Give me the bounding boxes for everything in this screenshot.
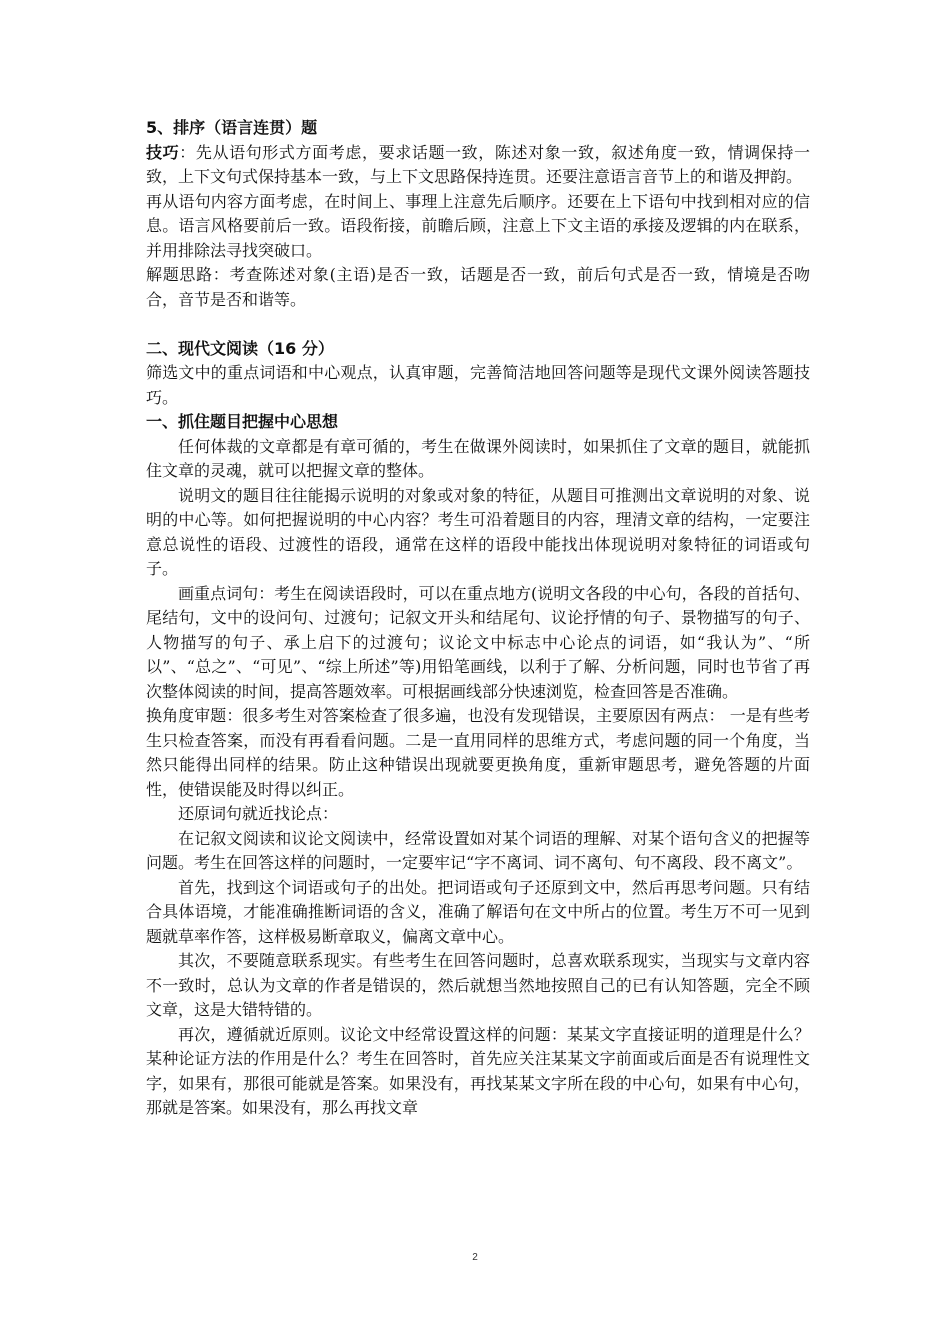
body-paragraph: 再次，遵循就近原则。议论文中经常设置这样的问题：某某文字直接证明的道理是什么？某种论证方法的作用是什么？考生在回答时，首先应关注某某文字前面或后面是否有说理性文字，如果有，那很可能就是答案。如果没有，再找某某文字所在段的中心句，如果有中心句，那就是答案。如果没有，那么再找文章 (146, 1024, 810, 1117)
tip-paragraph (146, 141, 810, 190)
body-paragraph: 其次，不要随意联系现实。有些考生在回答问题时，总喜欢联系现实，当现实与文章内容不一致时，总认为文章的作者是错误的，然后就想当然地按照自己的已有认知答题，完全不顾文章，这是大错特错的。 (146, 951, 810, 1019)
body-paragraph: 还原词句就近找论点： (178, 804, 339, 823)
tip-text: ：先从语句形式方面考虑，要求话题一致，陈述对象一致，叙述角度一致，情调保持一致，上下文句式保持基本一致，与上下文思路保持连贯。还要注意语言音节上的和谐及押韵。 (146, 142, 810, 186)
angle-paragraph: 换角度审题：很多考生对答案检查了很多遍，也没有发现错误，主要原因有两点： 一是有些考生只检查答案，而没有再看看问题。二是一直用同样的思维方式，考虑问题的同一个角度，当然只能得出同样的结果。防止这种错误出现就要更换角度，重新审题思考，避免答题的片面性，使错误能及时得以纠正。 (146, 706, 810, 799)
section-5-title: 5、排序（语言连贯）题 (146, 118, 318, 137)
subsection-1-title: 一、抓住题目把握中心思想 (146, 412, 339, 431)
body-paragraph: 任何体裁的文章都是有章可循的，考生在做课外阅读时，如果抓住了文章的题目，就能抓住文章的灵魂，就可以把握文章的整体。 (146, 436, 810, 480)
content-paragraph: 再从语句内容方面考虑，在时间上、事理上注意先后顺序。还要在上下语句中找到相对应的信息。语言风格要前后一致。语段衔接，前瞻后顾，注意上下文主语的承接及逻辑的内在联系，并用排除法寻找突破口。 (146, 191, 810, 260)
body-paragraph: 说明文的题目往往能揭示说明的对象或对象的特征，从题目可推测出文章说明的对象、说明的中心等。如何把握说明的中心内容？考生可沿着题目的内容，理清文章的结构，一定要注意总说性的语段、过渡性的语段，通常在这样的语段中能找出体现说明对象特征的词语或句子。 (146, 485, 810, 578)
document-body (146, 116, 810, 1121)
spacer (146, 312, 810, 337)
body-paragraph: 画重点词句：考生在阅读语段时，可以在重点地方(说明文各段的中心句，各段的首括句、尾结句，文中的设问句、过渡句；记叙文开头和结尾句、议论抒情的句子、景物描写的句子、人物描写的句子、承上启下的过渡句；议论文中标志中心论点的词语，如“我认为”、“所以”、“总之”、“可见”、“综上所述”等)用铅笔画线，以利于了解、分析问题，同时也节省了再次整体阅读的时间，提高答题效率。可根据画线部分快速浏览，检查回答是否准确。 (146, 583, 810, 701)
page-number: 2 (472, 1252, 478, 1263)
body-paragraph: 首先，找到这个词语或句子的出处。把词语或句子还原到文中，然后再思考问题。只有结合具体语境，才能准确推断词语的含义，准确了解语句在文中所占的位置。考生万不可一见到题就草率作答，这样极易断章取义，偏离文章中心。 (146, 877, 810, 946)
tip-label: 技巧 (146, 142, 180, 162)
section-2-intro: 筛选文中的重点词语和中心观点，认真审题，完善简洁地回答问题等是现代文课外阅读答题技巧。 (146, 363, 810, 407)
body-paragraph: 在记叙文阅读和议论文阅读中，经常设置如对某个词语的理解、对某个语句含义的把握等问题。考生在回答这样的问题时，一定要牢记“字不离词、词不离句、句不离段、段不离文”。 (146, 828, 810, 872)
section-2-title: 二、现代文阅读（16 分） (146, 338, 334, 358)
solution-paragraph: 解题思路：考查陈述对象(主语)是否一致，话题是否一致，前后句式是否一致，情境是否吻合，音节是否和谐等。 (146, 265, 810, 309)
